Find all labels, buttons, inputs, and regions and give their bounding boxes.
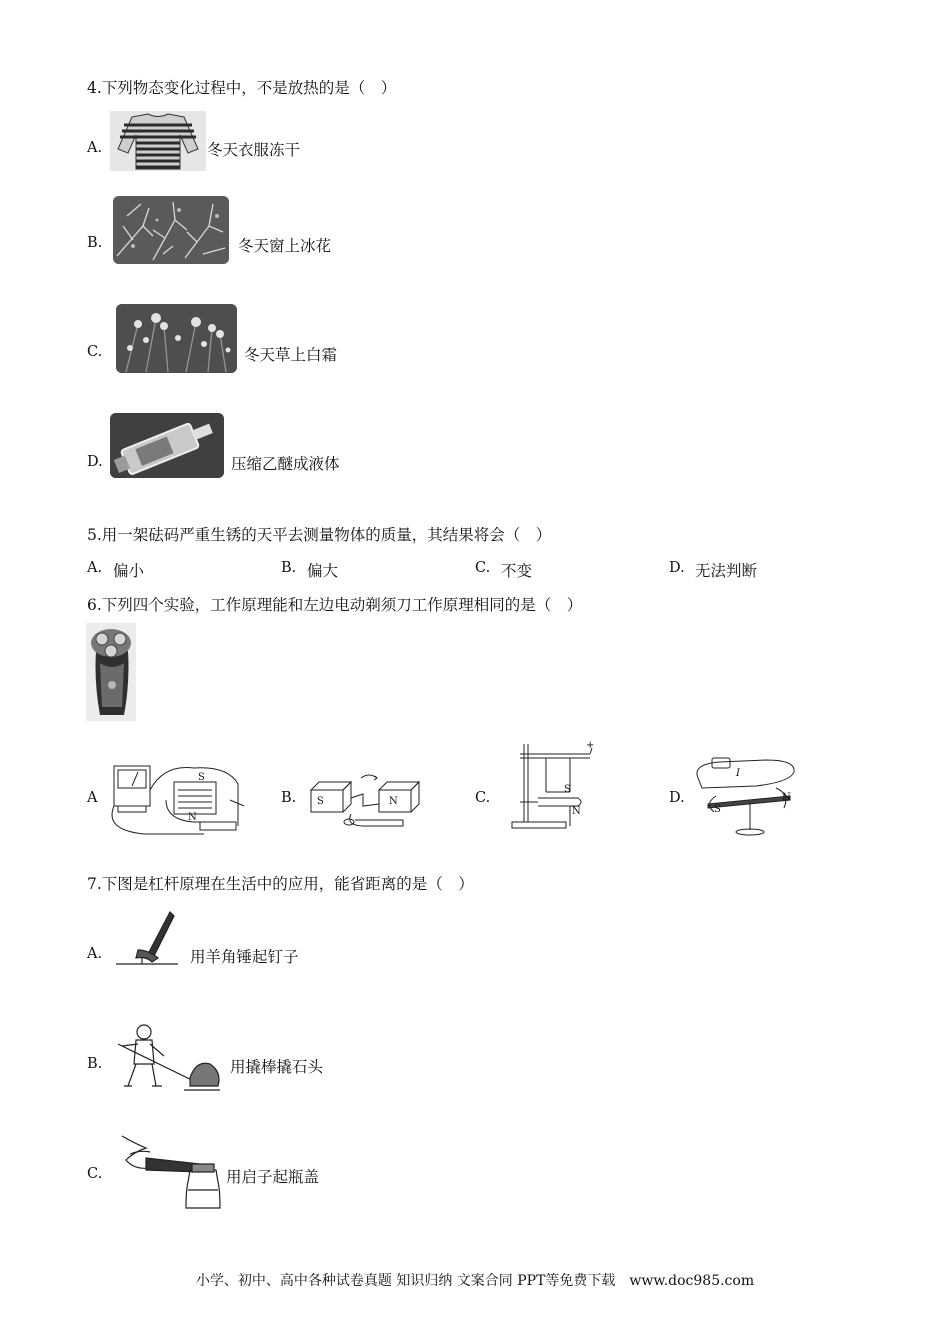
q6-b-label-n: N bbox=[389, 796, 398, 807]
q4-option-d-letter: D. bbox=[87, 454, 103, 470]
ether-syringe-photo bbox=[110, 413, 224, 478]
page-footer: 小学、初中、高中各种试卷真题 知识归纳 文案合同 PPT等免费下载 www.doc985.com bbox=[195, 1273, 755, 1289]
q4-option-d-text: 压缩乙醚成液体 bbox=[231, 455, 340, 473]
electric-shaver-photo bbox=[86, 623, 136, 721]
q6-b-label-s: S bbox=[317, 796, 324, 807]
q6-d-label-current: I bbox=[736, 768, 740, 779]
q6-c-label-n: N bbox=[572, 806, 581, 817]
q6-a-label-s: S bbox=[198, 772, 205, 783]
q5-option-a-letter: A. bbox=[87, 560, 103, 576]
q6-d-label-n: N bbox=[782, 792, 791, 803]
claw-hammer-drawing bbox=[112, 910, 182, 970]
q5-option-c-text: 不变 bbox=[501, 562, 533, 580]
q5-option-d-text: 无法判断 bbox=[695, 562, 758, 580]
q5-option-c-letter: C. bbox=[475, 560, 491, 576]
q7-option-a-text: 用羊角锤起钉子 bbox=[190, 948, 299, 966]
stand-wire-magnet-diagram bbox=[506, 740, 598, 832]
q6-option-d-letter: D. bbox=[669, 790, 685, 806]
q6-c-label-s: S bbox=[564, 784, 571, 795]
galvanometer-coil-diagram bbox=[104, 760, 254, 840]
q4-option-a-letter: A. bbox=[87, 140, 103, 156]
magnets-loop-diagram bbox=[305, 770, 425, 832]
crowbar-worker-drawing bbox=[114, 1020, 224, 1092]
q5-option-d-letter: D. bbox=[669, 560, 685, 576]
q7-option-b-letter: B. bbox=[87, 1056, 103, 1072]
ice-flower-photo bbox=[113, 196, 229, 264]
q4-option-b-text: 冬天窗上冰花 bbox=[238, 237, 332, 255]
q5-stem: 5.用一架砝码严重生锈的天平去测量物体的质量，其结果将会（ ） bbox=[87, 526, 552, 544]
q4-option-c-text: 冬天草上白霜 bbox=[244, 346, 338, 364]
q6-option-a-letter: A bbox=[87, 790, 98, 806]
q6-d-label-s: S bbox=[714, 804, 721, 815]
q7-option-c-letter: C. bbox=[87, 1166, 103, 1182]
bottle-opener-drawing bbox=[116, 1130, 224, 1210]
q5-option-b-letter: B. bbox=[281, 560, 297, 576]
q4-stem: 4.下列物态变化过程中，不是放热的是（ ） bbox=[87, 79, 397, 97]
q6-option-b-letter: B. bbox=[281, 790, 297, 806]
q5-option-a-text: 偏小 bbox=[113, 562, 145, 580]
q6-a-label-n: N bbox=[188, 812, 197, 823]
q7-option-a-letter: A. bbox=[87, 946, 103, 962]
q6-stem: 6.下列四个实验，工作原理能和左边电动剃须刀工作原理相同的是（ ） bbox=[87, 596, 583, 614]
frost-grass-photo bbox=[116, 304, 237, 373]
q4-option-c-letter: C. bbox=[87, 344, 103, 360]
q6-c-label-plus: + bbox=[586, 740, 595, 751]
q4-option-a-text: 冬天衣服冻干 bbox=[207, 141, 301, 159]
q5-option-b-text: 偏大 bbox=[307, 562, 339, 580]
q6-option-c-letter: C. bbox=[475, 790, 491, 806]
q7-option-c-text: 用启子起瓶盖 bbox=[226, 1168, 320, 1186]
q4-option-b-letter: B. bbox=[87, 235, 103, 251]
wire-compass-needle-diagram bbox=[690, 752, 804, 836]
q7-stem: 7.下图是杠杆原理在生活中的应用，能省距离的是（ ） bbox=[87, 875, 474, 893]
q7-option-b-text: 用撬棒撬石头 bbox=[230, 1058, 324, 1076]
sweater-photo bbox=[110, 111, 206, 171]
